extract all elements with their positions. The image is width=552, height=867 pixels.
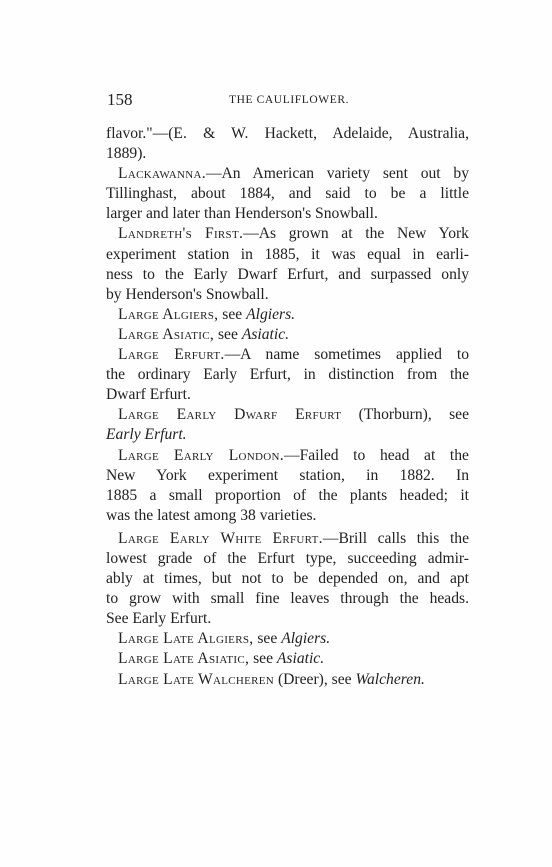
text-line: ness to the Early Dwarf Erfurt, and surpassed only [106, 265, 469, 283]
variety-name: Landreth's First. [118, 225, 244, 243]
variety-name: Large Algiers, [118, 305, 219, 323]
text-line: by Henderson's Snowball. [106, 285, 269, 303]
entry-large-late-walcheren [106, 670, 469, 690]
cross-reference: Walcheren. [355, 670, 425, 688]
entry-text: —Failed to head at the [283, 446, 469, 464]
variety-name: Large Late Walcheren [118, 670, 275, 688]
entry-text: —Brill calls this the [322, 529, 469, 547]
text-line: to grow with small fine leaves through the heads. [106, 590, 469, 608]
entry-large-erfurt [106, 345, 469, 365]
entry-lackawanna [106, 164, 469, 184]
text-line: lowest grade of the Erfurt type, succeeding admir- [106, 549, 469, 567]
text-line: larger and later than Henderson's Snowball. [106, 205, 378, 223]
text-line: 1889). [106, 145, 147, 163]
see-text: see [249, 650, 277, 668]
entry-large-early-white-erfurt [106, 529, 469, 549]
entry-large-asiatic [106, 325, 469, 345]
text-line: ably at times, but not to be depended on, and apt [106, 570, 469, 588]
variety-name: Large Early London. [118, 446, 284, 464]
text-line: was the latest among 38 varieties. [106, 506, 317, 524]
text-line: See Early Erfurt. [106, 610, 212, 628]
text-line: experiment station in 1885, it was equal in earli- [106, 245, 469, 263]
variety-name: Large Erfurt. [118, 346, 225, 364]
entry-text: (Thorburn), see [341, 406, 469, 424]
cross-reference: Asiatic. [241, 325, 290, 343]
entry-text: (Dreer), see [274, 670, 356, 688]
text-line: Dwarf Erfurt. [106, 386, 191, 404]
see-text: see [253, 630, 282, 648]
text-line: the ordinary Early Erfurt, in distinction from the [106, 366, 469, 384]
entry-large-algiers [106, 305, 469, 325]
page-number: 158 [107, 90, 133, 109]
text-body [106, 124, 469, 690]
text-line: flavor."—(E. & W. Hackett, Adelaide, Australia, [106, 125, 469, 142]
entry-text: —A name sometimes applied to [224, 346, 469, 364]
cross-reference: Algiers. [246, 305, 296, 323]
cross-reference: Asiatic. [276, 650, 325, 668]
cross-reference: Algiers. [281, 630, 331, 648]
text-line: Tillinghast, about 1884, and said to be a little [106, 185, 469, 203]
entry-large-early-dwarf-erfurt [106, 405, 469, 425]
variety-name: Large Early Dwarf Erfurt [118, 406, 342, 424]
variety-name: Large Late Asiatic, [118, 650, 250, 668]
variety-name: Large Late Algiers, [118, 630, 254, 648]
running-title: THE CAULIFLOWER. [229, 94, 350, 106]
variety-name: Large Early White Erfurt. [118, 529, 323, 547]
entry-large-late-algiers [106, 629, 469, 649]
see-text: see [214, 325, 242, 343]
entry-text: —As grown at the New York [243, 225, 469, 243]
running-head [107, 90, 467, 110]
entry-large-late-asiatic [106, 649, 469, 669]
entry-landreths-first [106, 224, 469, 244]
cross-reference: Early Erfurt. [106, 426, 187, 444]
text-line: 1885 a small proportion of the plants headed; it [106, 486, 469, 504]
variety-name: Lackawanna. [118, 165, 206, 183]
variety-name: Large Asiatic, [118, 325, 215, 343]
entry-text: —An American variety sent out by [205, 165, 469, 183]
text-line: New York experiment station, in 1882. In [106, 466, 469, 484]
text-line [106, 425, 469, 445]
see-text: see [218, 305, 247, 323]
entry-large-early-london [106, 446, 469, 466]
